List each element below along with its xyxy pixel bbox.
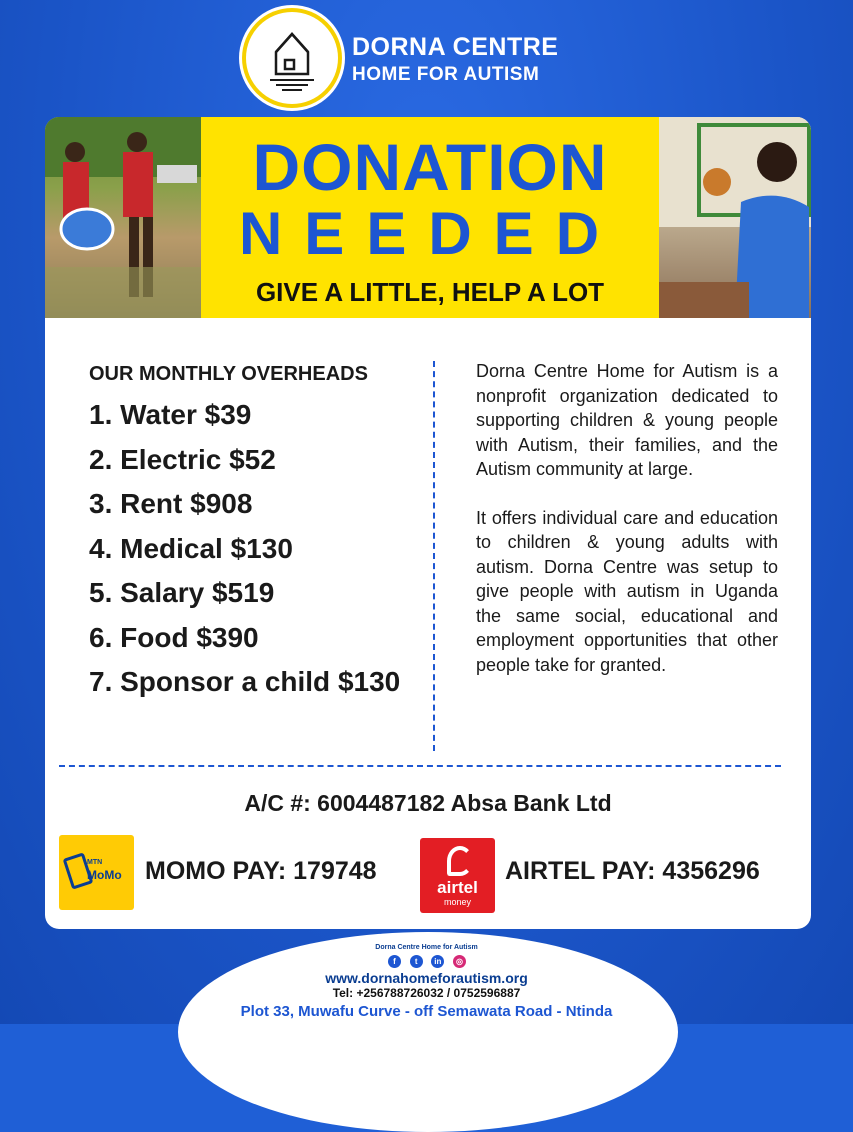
banner-title-line1: DONATION [252,130,608,204]
list-item: 7. Sponsor a child $130 [89,666,401,697]
donation-banner [201,117,659,318]
brand-name: DORNA CENTRE [352,33,559,61]
airtel-logo-top: airtel [437,878,478,897]
dorna-logo [246,12,338,104]
student-photo [659,117,811,318]
horizontal-divider [59,765,781,767]
airtel-swirl-icon [447,846,473,876]
website-link[interactable]: www.dornahomeforautism.org [325,970,528,986]
phone-numbers: Tel: +256788726032 / 0752596887 [332,986,521,1000]
banner-title-line2: NEEDED [238,200,622,267]
momo-pay-number: MOMO PAY: 179748 [145,857,377,885]
list-item: 5. Salary $519 [89,577,275,608]
drummers-photo [45,117,201,318]
brand-subtitle: HOME FOR AUTISM [352,64,540,85]
list-item: 4. Medical $130 [89,532,293,564]
linkedin-icon[interactable]: in [431,955,444,968]
facebook-icon[interactable]: f [388,955,401,968]
footer-org-name: Dorna Centre Home for Autism [375,944,478,951]
airtel-money-logo [420,838,495,913]
house-icon [246,12,338,104]
list-item: 6. Food $390 [89,621,259,653]
mtn-momo-logo [59,835,134,910]
list-item: 2. Electric $52 [89,443,276,475]
description-paragraph: Dorna Centre Home for Autism is a nonprofit organization dedicated to supporting children & young people with Autism, their families, and the Autism community at large. [476,361,778,479]
address: Plot 33, Muwafu Curve - off Semawata Road - Ntinda [240,1003,613,1020]
twitter-icon[interactable]: t [410,955,423,968]
overheads-list [89,395,400,707]
airtel-logo-bottom: money [443,897,471,907]
instagram-icon[interactable]: ◎ [453,955,466,968]
momo-logo-bottom: MoMo [87,868,122,882]
description [476,359,778,701]
momo-logo-top: MTN [87,859,103,866]
banner-tagline: GIVE A LITTLE, HELP A LOT [255,277,605,307]
description-paragraph: It offers individual care and education to children & young adults with autism. Dorna Centre was setup to give people with autism in Uganda the same social, educational and employment opportunities that other people take for granted. [476,507,778,675]
list-item: 1. Water $39 [89,399,252,430]
donation-card [45,117,811,929]
overheads-title: OUR MONTHLY OVERHEADS [89,363,368,385]
list-item: 3. Rent $908 [89,488,253,519]
bank-account: A/C #: 6004487182 Absa Bank Ltd [244,790,612,816]
vertical-divider [433,361,435,751]
airtel-pay-number: AIRTEL PAY: 4356296 [505,857,760,885]
social-links [388,955,466,969]
